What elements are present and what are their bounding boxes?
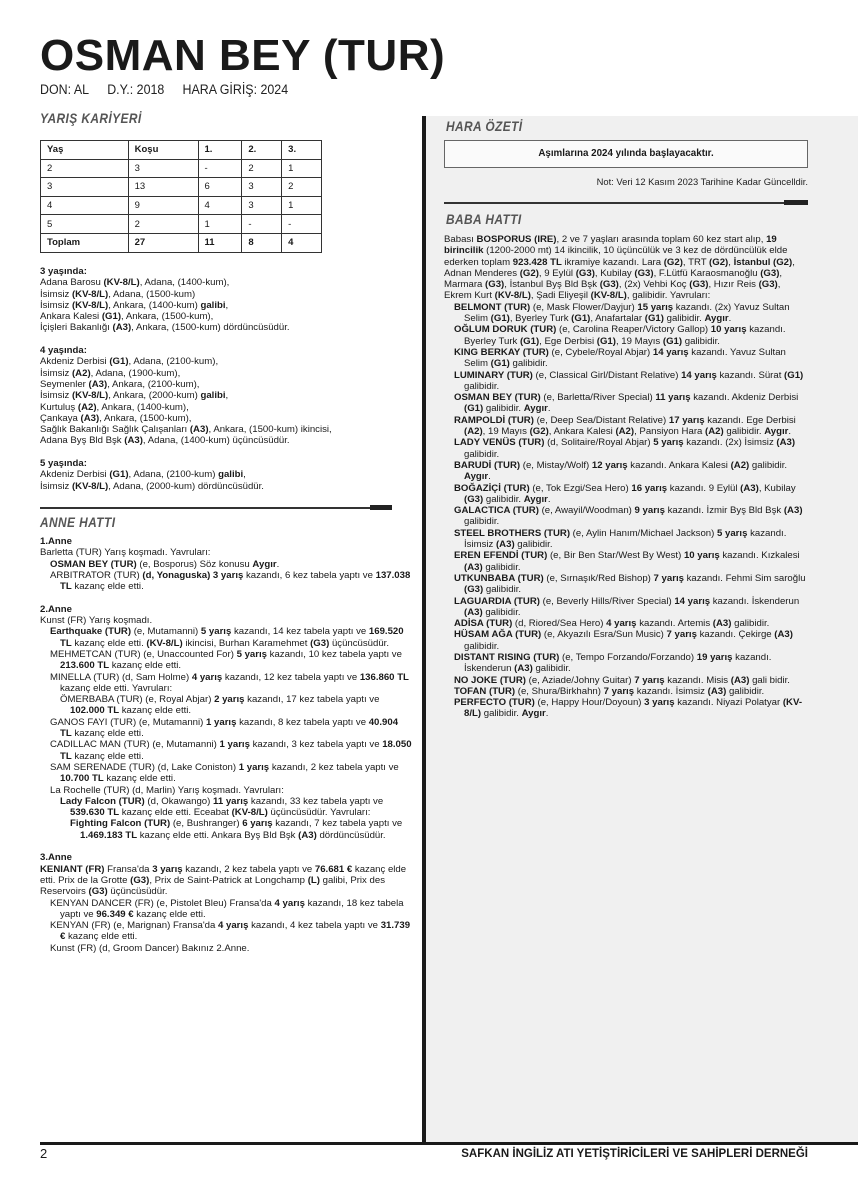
cell: -	[282, 215, 322, 234]
cell: 3	[242, 178, 282, 197]
race-history: 3 yaşında: Adana Barosu (KV-8/L), Adana, (1400-kum), İsimsiz (KV-8/L), Adana, (1500-kum) İsimsiz (KV-8/L), Ankara, (1400-kum) galibi, Ankara Kalesi (G1), Ankara, (1500-kum), İçişleri Bakanlığı (A3), Ankara, (1500-kum) dördüncüsüdür. 4 yaşında: Akdeniz Derbisi (G1), Adana, (2100-kum), İsimsiz (A2), Adana, (1900-kum), Seymenler (A3), Ankara, (2100-kum), İsimsiz (KV-8/L), Ankara, (2000-kum) galibi, Kurtuluş (A2), Ankara, (1400-kum), Çankaya (A3), Ankara, (1500-kum), Sağlık Bakanlığı Sağlık Çalışanları (A3), Ankara, (1500-kum) ikincisi, Adana Byş Bld Bşk (A3), Adana, (1400-kum) üçüncüsüdür. 5 yaşında: Akdeniz Derbisi (G1), Adana, (2100-kum) galibi, İsimsiz (KV-8/L), Adana, (2000-kum) dördüncüsüdür.	[40, 266, 332, 492]
cell: 5	[41, 215, 129, 234]
stud-entry: HARA GİRİŞ: 2024	[182, 82, 289, 97]
cell: 3	[242, 196, 282, 215]
col-runs: Koşu	[128, 141, 198, 160]
cell: 9	[128, 196, 198, 215]
cell: 4	[282, 233, 322, 252]
table-header	[41, 141, 322, 160]
horse-title: OSMAN BEY (TUR)	[40, 31, 446, 80]
cell: 3	[41, 178, 129, 197]
stud-note-box: Aşımlarına 2024 yılında başlayacaktır.	[444, 140, 808, 168]
cell: 4	[41, 196, 129, 215]
cell: Toplam	[41, 233, 129, 252]
footer-organization: SAFKAN İNGİLİZ ATI YETİŞTİRİCİLERİ VE SAHİPLERİ DERNEĞİ	[461, 1148, 808, 1160]
cell: 8	[242, 233, 282, 252]
table-total-row	[41, 233, 322, 252]
table-row	[41, 178, 322, 197]
footer-bar	[40, 1142, 858, 1145]
column-separator	[422, 116, 426, 1144]
cell: 4	[198, 196, 242, 215]
cell: 1	[282, 159, 322, 178]
cell: 2	[242, 159, 282, 178]
sire-line-heading: BABA HATTI	[446, 211, 522, 227]
stud-heading: HARA ÖZETİ	[446, 118, 523, 134]
page-number: 2	[40, 1146, 48, 1161]
update-note: Not: Veri 12 Kasım 2023 Tarihine Kadar Güncelldir.	[596, 176, 808, 187]
cell: -	[242, 215, 282, 234]
cell: 6	[198, 178, 242, 197]
career-heading: YARIŞ KARİYERİ	[40, 110, 142, 126]
divider	[40, 507, 370, 509]
cell: 13	[128, 178, 198, 197]
color: DON: AL	[40, 82, 90, 97]
cell: 11	[198, 233, 242, 252]
cell: 1	[282, 196, 322, 215]
divider-cap	[784, 200, 808, 205]
divider-cap	[370, 505, 392, 510]
cell: 3	[128, 159, 198, 178]
table-row	[41, 215, 322, 234]
cell: 27	[128, 233, 198, 252]
dam-line-heading: ANNE HATTI	[40, 514, 116, 530]
cell: 1	[198, 215, 242, 234]
col-third: 3.	[282, 141, 322, 160]
dam-line-text: 1.Anne Barletta (TUR) Yarış koşmadı. Yavruları: OSMAN BEY (TUR) (e, Bosporus) Söz konusu Aygır. ARBITRATOR (TUR) (d, Yonaguska) 3 yarış kazandı, 6 kez tabela yaptı ve 137.038 TL kazanç elde etti. 2.Anne Kunst (FR) Yarış koşmadı. Earthquake (TUR) (e, Mutamanni) 5 yarış kazandı, 14 kez tabela yaptı ve 169.520 TL kazanç elde etti. (KV-8/L) ikincisi, Burhan Karamehmet (G3) üçüncüsüdür. MEHMETCAN (TUR) (e, Unaccounted For) 5 yarış kazandı, 10 kez tabela yaptı ve 213.600 TL kazanç elde etti. MINELLA (TUR) (d, Sam Holme) 4 yarış kazandı, 12 kez tabela yaptı ve 136.860 TL kazanç elde etti. Yavruları: ÖMERBABA (TUR) (e, Royal Abjar) 2 yarış kazandı, 17 kez tabela yaptı ve 102.000 TL kazanç elde etti. GANOS FAYI (TUR) (e, Mutamanni) 1 yarış kazandı, 8 kez tabela yaptı ve 40.904 TL kazanç elde etti. CADILLAC MAN (TUR) (e, Mutamanni) 1 yarış kazandı, 3 kez tabela yaptı ve 18.050 TL kazanç elde etti. SAM SERENADE (TUR) (d, Lake Coniston) 1 yarış kazandı, 2 kez tabela yaptı ve 10.700 TL kazanç elde etti. La Rochelle (TUR) (d, Marlin) Yarış koşmadı. Yavruları: Lady Falcon (TUR) (d, Okawango) 11 yarış kazandı, 33 kez tabela yaptı ve 539.630 TL kazanç elde etti. Eceabat (KV-8/L) üçüncüsüdür. Yavruları: Fighting Falcon (TUR) (e, Bushranger) 6 yarış kazandı, 7 kez tabela yaptı ve 1.469.183 TL kazanç elde etti. Ankara Byş Bld Bşk (A3) dördüncüsüdür. 3.Anne KENIANT (FR) Fransa'da 3 yarış kazandı, 2 kez tabela yaptı ve 76.681 € kazanç elde etti. Prix de la Grotte (G3), Prix de Saint-Patrick at Longchamp (L) galibi, Prix des Reservoirs (G3) üçüncüsüdür. KENYAN DANCER (FR) (e, Pistolet Bleu) Fransa'da 4 yarış kazandı, 18 kez tabela yaptı ve 96.349 € kazanç elde etti. KENYAN (FR) (e, Marignan) Fransa'da 4 yarış kazandı, 4 kez tabela yaptı ve 31.739 € kazanç elde etti. Kunst (FR) (d, Groom Dancer) Bakınız 2.Anne.	[40, 536, 412, 954]
cell: -	[198, 159, 242, 178]
cell: 2	[128, 215, 198, 234]
divider	[444, 202, 784, 204]
career-table	[40, 140, 322, 253]
table-row	[41, 196, 322, 215]
birth-year: D.Y.: 2018	[107, 82, 165, 97]
table-row	[41, 159, 322, 178]
col-second: 2.	[242, 141, 282, 160]
cell: 2	[282, 178, 322, 197]
col-age: Yaş	[41, 141, 129, 160]
sire-line-text: Babası BOSPORUS (IRE), 2 ve 7 yaşları arasında toplam 60 kez start alıp, 19 birincilik (1200-2000 mt) 14 ikincilik, 10 üçüncülük ve 3 kez de dördüncülük elde ederken toplam 923.428 TL ikramiye kazandı. Lara (G2), TRT (G2), İstanbul (G2), Adnan Menderes (G2), 9 Eylül (G3), Kubilay (G3), F.Lütfü Karaosmanoğlu (G3), Marmara (G3), İstanbul Byş Bld Bşk (G3), (2x) Vehbi Koç (G3), Hızır Reis (G3), Ekrem Kurt (KV-8/L), Şadi Eliyeşil (KV-8/L), galibidir. Yavruları: BELMONT (TUR) (e, Mask Flower/Dayjur) 15 yarış kazandı. (2x) Yavuz Sultan Selim (G1), Byerley Turk (G1), Anafartalar (G1) galibidir. Aygır. OĞLUM DORUK (TUR) (e, Carolina Reaper/Victory Gallop) 10 yarış kazandı. Byerley Turk (G1), Ege Derbisi (G1), 19 Mayıs (G1) galibidir. KING BERKAY (TUR) (e, Cybele/Royal Abjar) 14 yarış kazandı. Yavuz Sultan Selim (G1) galibidir. LUMINARY (TUR) (e, Classical Girl/Distant Relative) 14 yarış kazandı. Sürat (G1) galibidir. OSMAN BEY (TUR) (e, Barletta/River Special) 11 yarış kazandı. Akdeniz Derbisi (G1) galibidir. Aygır. RAMPOLDİ (TUR) (e, Deep Sea/Distant Relative) 17 yarış kazandı. Ege Derbisi (A2), 19 Mayıs (G2), Ankara Kalesi (A2), Pansiyon Hara (A2) galibidir. Aygır. LADY VENÜS (TUR) (d, Solitaire/Royal Abjar) 5 yarış kazandı. (2x) İsimsiz (A3) galibidir. BARUDİ (TUR) (e, Mistay/Wolf) 12 yarış kazandı. Ankara Kalesi (A2) galibidir. Aygır. BOĞAZİÇİ (TUR) (e, Tok Ezgi/Sea Hero) 16 yarış kazandı. 9 Eylül (A3), Kubilay (G3) galibidir. Aygır. GALACTICA (TUR) (e, Awayil/Woodman) 9 yarış kazandı. İzmir Byş Bld Bşk (A3) galibidir. STEEL BROTHERS (TUR) (e, Aylin Hanım/Michael Jackson) 5 yarış kazandı. İsimsiz (A3) galibidir. EREN EFENDİ (TUR) (e, Bir Ben Star/West By West) 10 yarış kazandı. Kızkalesi (A3) galibidir. UTKUNBABA (TUR) (e, Sırnaşık/Red Bishop) 7 yarış kazandı. Fehmi Sim saroğlu (G3) galibidir. LAGUARDIA (TUR) (e, Beverly Hills/River Special) 14 yarış kazandı. İskenderun (A3) galibidir. ADİSA (TUR) (d, Riored/Sea Hero) 4 yarış kazandı. Artemis (A3) galibidir. HÜSAM AĞA (TUR) (e, Akyazılı Esra/Sun Music) 7 yarış kazandı. Çekirge (A3) galibidir. DISTANT RISING (TUR) (e, Tempo Forzando/Forzando) 19 yarış kazandı. İskenderun (A3) galibidir. NO JOKE (TUR) (e, Aziade/Johny Guitar) 7 yarış kazandı. Misis (A3) gali bidir. TOFAN (TUR) (e, Shura/Birkhahn) 7 yarış kazandı. İsimsiz (A3) galibidir. PERFECTO (TUR) (e, Happy Hour/Doyoun) 3 yarış kazandı. Niyazi Polatyar (KV-8/L) galibidir. Aygır.	[444, 234, 806, 720]
cell: 2	[41, 159, 129, 178]
col-first: 1.	[198, 141, 242, 160]
horse-subtitle	[40, 82, 303, 97]
